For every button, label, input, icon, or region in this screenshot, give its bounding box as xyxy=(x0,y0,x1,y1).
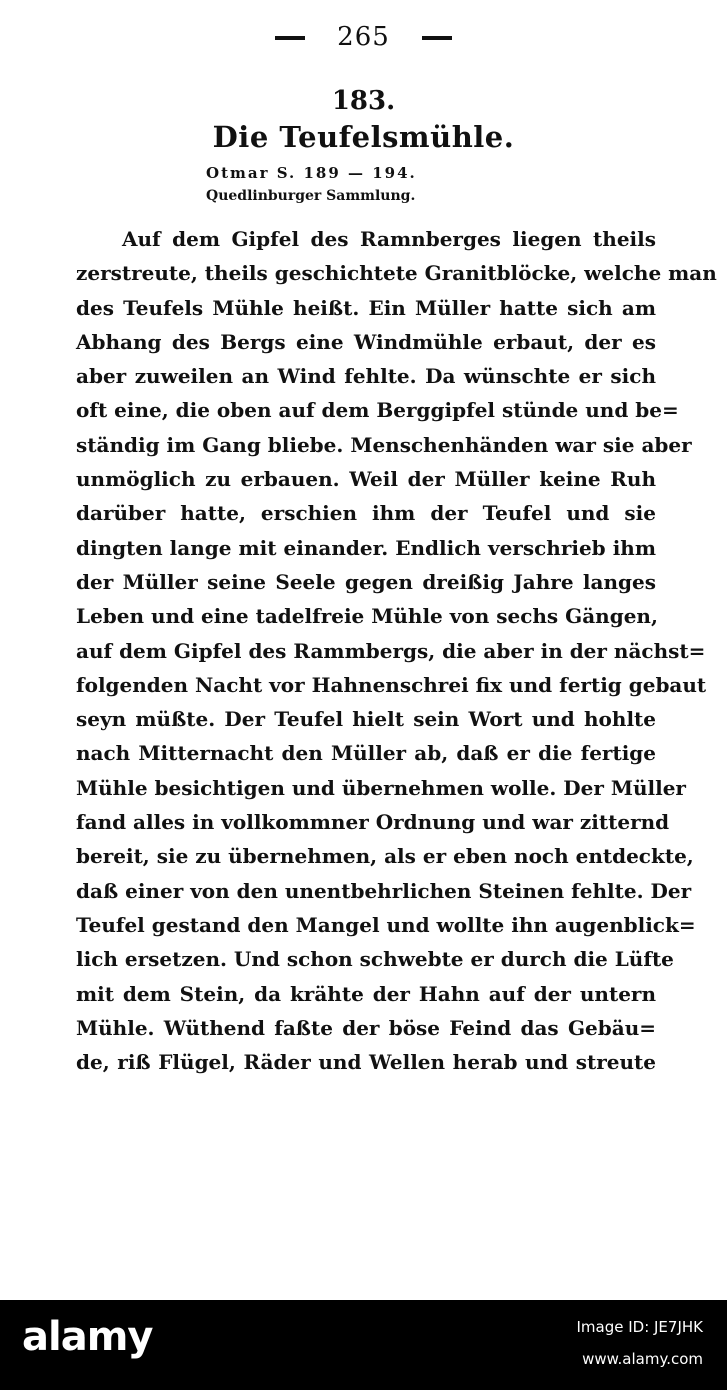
site-url: www.alamy.com xyxy=(582,1350,703,1368)
text-line: folgenden Nacht vor Hahnenschrei fix und fertig gebaut xyxy=(76,672,707,697)
text-line: aber zuweilen an Wind fehlte. Da wünschte er sich xyxy=(76,364,656,389)
alamy-logo: alamy xyxy=(22,1314,153,1360)
text-line: zerstreute, theils geschichtete Granitblöcke, welche man xyxy=(76,261,717,286)
text-line: mit dem Stein, da krähte der Hahn auf der untern xyxy=(76,981,656,1006)
text-line: Mühle besichtigen und übernehmen wolle. Der Müller xyxy=(76,775,686,800)
text-line: dingten lange mit einander. Endlich verschrieb ihm xyxy=(76,535,656,560)
text-line: Auf dem Gipfel des Ramnberges liegen theils xyxy=(122,227,656,251)
text-line: bereit, sie zu übernehmen, als er eben noch entdeckte, xyxy=(76,844,694,869)
text-line: lich ersetzen. Und schon schwebte er durch die Lüfte xyxy=(76,947,674,972)
text-line: der Müller seine Seele gegen dreißig Jahre langes xyxy=(76,569,656,594)
page-number-header xyxy=(0,22,727,52)
text-line: seyn müßte. Der Teufel hielt sein Wort und hohlte xyxy=(76,707,656,732)
source-reference: Otmar S. 189 — 194. xyxy=(206,164,417,182)
left-dash xyxy=(275,36,305,40)
text-line: de, riß Flügel, Räder und Wellen herab und streute xyxy=(76,1050,656,1075)
text-line: ständig im Gang bliebe. Menschenhänden war sie aber xyxy=(76,432,692,457)
text-line: des Teufels Mühle heißt. Ein Müller hatte sich am xyxy=(76,295,656,320)
tale-body xyxy=(76,222,717,1079)
text-line: Mühle. Wüthend faßte der böse Feind das Gebäu= xyxy=(76,1015,656,1040)
text-line: auf dem Gipfel des Rammbergs, die aber in der nächst= xyxy=(76,638,706,663)
tale-number: 183. xyxy=(331,86,396,116)
source-collection: Quedlinburger Sammlung. xyxy=(206,188,416,204)
text-line: nach Mitternacht den Müller ab, daß er die fertige xyxy=(76,741,656,766)
right-dash xyxy=(422,36,452,40)
text-line: Leben und eine tadelfreie Mühle von sechs Gängen, xyxy=(76,604,658,629)
text-line: fand alles in vollkommner Ordnung und war zitternd xyxy=(76,810,670,835)
text-line: Abhang des Bergs eine Windmühle erbaut, der es xyxy=(76,329,656,354)
text-line: unmöglich zu erbauen. Weil der Müller keine Ruh xyxy=(76,467,656,492)
text-line: oft eine, die oben auf dem Berggipfel stünde und be= xyxy=(76,398,679,423)
text-line: darüber hatte, erschien ihm der Teufel und sie xyxy=(76,501,656,526)
watermark-footer xyxy=(0,1300,727,1390)
page-number: 265 xyxy=(337,22,390,52)
text-line: daß einer von den unentbehrlichen Steinen fehlte. Der xyxy=(76,878,692,903)
text-line: Teufel gestand den Mangel und wollte ihn augenblick= xyxy=(76,912,696,937)
tale-title: Die Teufelsmühle. xyxy=(212,120,515,154)
image-id: Image ID: JE7JHK xyxy=(576,1318,703,1336)
